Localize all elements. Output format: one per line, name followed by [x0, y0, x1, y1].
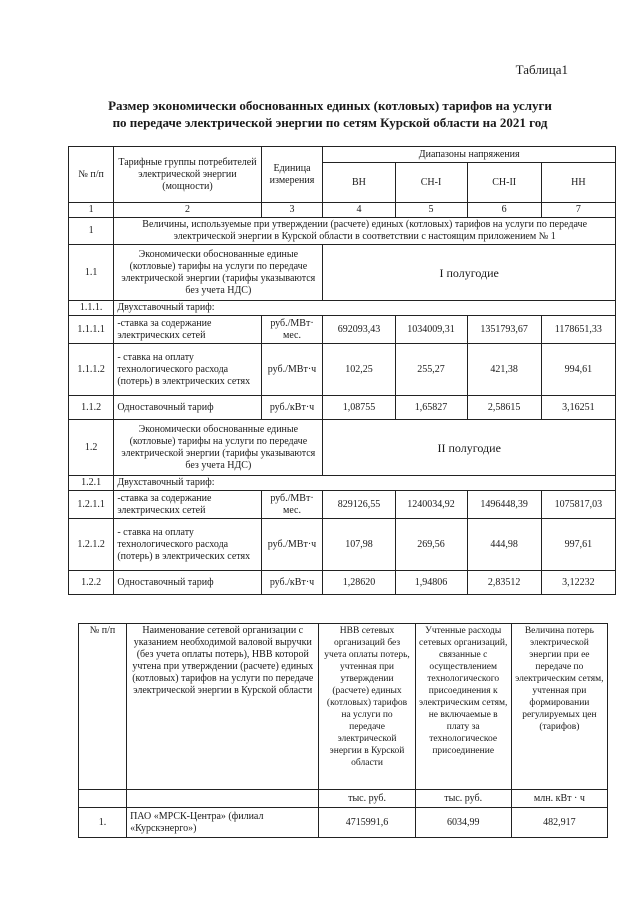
col-number: 7 [541, 203, 615, 218]
row-unit: руб./кВт·ч [261, 396, 323, 420]
row-unit: руб./МВт·ч [261, 344, 323, 396]
row-num: 1. [79, 808, 127, 838]
value-sn2: 444,98 [467, 519, 541, 571]
row-num: 1.2 [69, 420, 114, 476]
header-sn2: СН-II [467, 163, 541, 203]
col-number: 6 [467, 203, 541, 218]
col-number: 1 [69, 203, 114, 218]
row-text: -ставка за содержание электрических сетей [114, 491, 261, 519]
value-sn2: 1496448,39 [467, 491, 541, 519]
title-line-2: по передаче электрической энергии по сетям Курской области на 2021 год [112, 115, 548, 130]
row-num: 1.1.1.2 [69, 344, 114, 396]
header-ranges: Диапазоны напряжения [323, 147, 616, 163]
title-line-1: Размер экономически обоснованных единых (котловых) тарифов на услуги [108, 98, 552, 113]
value-nn: 994,61 [541, 344, 615, 396]
value-sn1: 255,27 [395, 344, 467, 396]
unit-blank [79, 790, 127, 808]
value-vn: 1,28620 [323, 571, 395, 595]
row-text: Одноставочный тариф [114, 396, 261, 420]
value-vn: 692093,43 [323, 316, 395, 344]
row-num: 1.2.1.2 [69, 519, 114, 571]
value-vn: 1,08755 [323, 396, 395, 420]
row-text: - ставка на оплату технологического расхода (потерь) в электрических сетях [114, 519, 261, 571]
value-nn: 997,61 [541, 519, 615, 571]
header-vn: ВН [323, 163, 395, 203]
value-nvv: 4715991,6 [319, 808, 415, 838]
value-sn1: 1,94806 [395, 571, 467, 595]
period-label: I полугодие [323, 245, 616, 301]
tariff-table [68, 146, 616, 595]
row-text: Одноставочный тариф [114, 571, 261, 595]
header-org: Наименование сетевой организации с указанием необходимой валовой выручки (без учета оплаты потерь), НВВ которой учтена при утверждении (расчете) единых (котловых) тарифов на услуги по передаче электрической энергии в Курской области [127, 624, 319, 790]
value-vn: 829126,55 [323, 491, 395, 519]
header-num: № п/п [69, 147, 114, 203]
unit-losses: млн. кВт · ч [511, 790, 607, 808]
row-num: 1.2.2 [69, 571, 114, 595]
row-unit: руб./МВт·ч [261, 519, 323, 571]
value-expenses: 6034,99 [415, 808, 511, 838]
row-text: Экономически обоснованные единые (котловые) тарифы на услуги по передаче электрической энергии (тарифы указываются без учета НДС) [114, 420, 323, 476]
row-unit: руб./кВт·ч [261, 571, 323, 595]
value-sn1: 1240034,92 [395, 491, 467, 519]
header-expenses: Учтенные расходы сетевых организаций, связанные с осуществлением технологического присоединения к электрическим сетям, не включаемые в плату за технологическое присоединение [415, 624, 511, 790]
row-text: - ставка на оплату технологического расхода (потерь) в электрических сетях [114, 344, 261, 396]
col-number: 5 [395, 203, 467, 218]
value-sn2: 2,83512 [467, 571, 541, 595]
row-num: 1.1 [69, 245, 114, 301]
row-num: 1.2.1 [69, 476, 114, 491]
row-num: 1 [69, 218, 114, 245]
row-num: 1.2.1.1 [69, 491, 114, 519]
row-text: Двухставочный тариф: [114, 301, 616, 316]
header-groups: Тарифные группы потребителей электрической энергии (мощности) [114, 147, 261, 203]
value-vn: 107,98 [323, 519, 395, 571]
row-unit: руб./МВт· мес. [261, 491, 323, 519]
value-nn: 3,16251 [541, 396, 615, 420]
value-sn2: 421,38 [467, 344, 541, 396]
row-num: 1.1.1. [69, 301, 114, 316]
row-text: -ставка за содержание электрических сетей [114, 316, 261, 344]
row-text: Величины, используемые при утверждении (расчете) единых (котловых) тарифов на услуги по передаче электрической энергии в Курской области в соответствии с настоящим приложением № 1 [114, 218, 616, 245]
row-num: 1.1.2 [69, 396, 114, 420]
row-unit: руб./МВт· мес. [261, 316, 323, 344]
value-losses: 482,917 [511, 808, 607, 838]
header-unit: Единица измерения [261, 147, 323, 203]
value-sn1: 269,56 [395, 519, 467, 571]
value-nn: 1178651,33 [541, 316, 615, 344]
unit-nvv: тыс. руб. [319, 790, 415, 808]
header-sn1: СН-I [395, 163, 467, 203]
value-nn: 3,12232 [541, 571, 615, 595]
header-nn: НН [541, 163, 615, 203]
value-vn: 102,25 [323, 344, 395, 396]
value-sn1: 1,65827 [395, 396, 467, 420]
col-number: 3 [261, 203, 323, 218]
row-num: 1.1.1.1 [69, 316, 114, 344]
value-sn1: 1034009,31 [395, 316, 467, 344]
row-text: Двухставочный тариф: [114, 476, 616, 491]
organization-table [78, 623, 608, 838]
header-num: № п/п [79, 624, 127, 790]
page-title [60, 97, 600, 131]
value-sn2: 2,58615 [467, 396, 541, 420]
unit-expenses: тыс. руб. [415, 790, 511, 808]
unit-blank [127, 790, 319, 808]
value-sn2: 1351793,67 [467, 316, 541, 344]
header-nvv: НВВ сетевых организаций без учета оплаты потерь, учтенная при утверждении (расчете) единых (котловых) тарифов на услуги по передаче электрической энергии в Курской области [319, 624, 415, 790]
value-nn: 1075817,03 [541, 491, 615, 519]
table-label: Таблица1 [515, 62, 568, 77]
period-label: II полугодие [323, 420, 616, 476]
col-number: 2 [114, 203, 261, 218]
row-text: Экономически обоснованные единые (котловые) тарифы на услуги по передаче электрической энергии (тарифы указываются без учета НДС) [114, 245, 323, 301]
header-losses: Величина потерь электрической энергии при ее передаче по электрическим сетям, учтенная при формировании регулируемых цен (тарифов) [511, 624, 607, 790]
col-number: 4 [323, 203, 395, 218]
org-name: ПАО «МРСК-Центра» (филиал «Курскэнерго») [127, 808, 319, 838]
